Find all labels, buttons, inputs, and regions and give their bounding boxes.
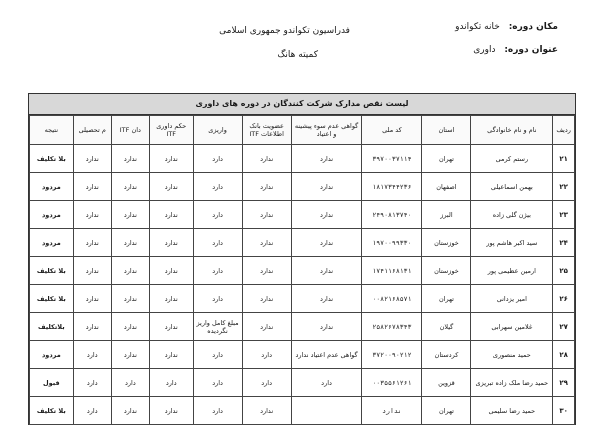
cell-payment: دارد [193, 201, 242, 229]
table-row [30, 313, 575, 341]
table-caption: لیست نقص مدارک شرکت کنندگان در دوره های داوری [29, 94, 575, 115]
cell-name: حمید رضا ملک زاده تبریزی [471, 369, 553, 397]
cell-national-code: ۱۷۴۱۱۶۸۱۳۱ [362, 257, 422, 285]
col-header-referee-license: حکم داوری ITF [149, 116, 193, 145]
table-header-row [30, 116, 575, 145]
cell-payment: دارد [193, 257, 242, 285]
federation-name: فدراسیون تکواندو جمهوری اسلامی [219, 26, 350, 36]
cell-name: بیژن گلی زاده [471, 201, 553, 229]
cell-certificate: ندارد [291, 229, 362, 257]
col-header-national-code: کد ملی [362, 116, 422, 145]
cell-itf-bank: ندارد [242, 397, 291, 425]
col-header-row-number: ردیف [553, 116, 575, 145]
cell-itf-dan: ندارد [111, 285, 149, 313]
cell-row-number: ۲۸ [553, 341, 575, 369]
cell-province: گیلان [422, 313, 471, 341]
cell-province: کردستان [422, 341, 471, 369]
table-row [30, 201, 575, 229]
cell-itf-bank: دارد [242, 341, 291, 369]
cell-referee-license: ندارد [149, 257, 193, 285]
cell-national-code: ۲۴۹۰۸۱۳۷۴۰ [362, 201, 422, 229]
cell-certificate: ندارد [291, 257, 362, 285]
cell-name: غلامین سهرابی [471, 313, 553, 341]
col-header-itf-bank: عضویت بانک اطلاعات ITF [242, 116, 291, 145]
cell-province: تهران [422, 285, 471, 313]
cell-referee-license: ندارد [149, 397, 193, 425]
cell-itf-dan: ندارد [111, 173, 149, 201]
cell-national-code: ندارد [362, 397, 422, 425]
table-row [30, 397, 575, 425]
cell-result: مردود [30, 229, 74, 257]
cell-referee-license: ندارد [149, 201, 193, 229]
col-header-payment: واریزی [193, 116, 242, 145]
cell-name: حمید رضا سلیمی [471, 397, 553, 425]
cell-education: ندارد [73, 257, 111, 285]
cell-result: بلا تکلیف [30, 145, 74, 173]
cell-education: ندارد [73, 201, 111, 229]
cell-itf-bank: دارد [242, 369, 291, 397]
table-row [30, 369, 575, 397]
cell-itf-dan: ندارد [111, 313, 149, 341]
cell-itf-bank: ندارد [242, 257, 291, 285]
cell-province: البرز [422, 201, 471, 229]
cell-payment: دارد [193, 341, 242, 369]
cell-name: بهمن اسماعیلی [471, 173, 553, 201]
cell-province: تهران [422, 397, 471, 425]
cell-certificate: ندارد [291, 201, 362, 229]
cell-row-number: ۲۴ [553, 229, 575, 257]
cell-itf-dan: ندارد [111, 397, 149, 425]
cell-referee-license: ندارد [149, 229, 193, 257]
cell-itf-bank: ندارد [242, 313, 291, 341]
cell-result: بلا تکلیف [30, 257, 74, 285]
col-header-education: م تحصیلی [73, 116, 111, 145]
cell-result: مردود [30, 173, 74, 201]
cell-row-number: ۳۰ [553, 397, 575, 425]
table-row [30, 285, 575, 313]
cell-province: قزوین [422, 369, 471, 397]
course-title-value: داوری [473, 45, 496, 55]
cell-national-code: ۱۸۱۷۳۴۴۲۳۶ [362, 173, 422, 201]
cell-certificate: دارد [291, 369, 362, 397]
course-place [455, 22, 558, 32]
cell-result: بلا تکلیف [30, 285, 74, 313]
cell-national-code: ۱۹۷۰۰۹۹۳۳۰ [362, 229, 422, 257]
cell-payment: دارد [193, 173, 242, 201]
cell-name: سید اکبر هاشم پور [471, 229, 553, 257]
cell-itf-bank: ندارد [242, 145, 291, 173]
cell-itf-dan: ندارد [111, 257, 149, 285]
cell-row-number: ۲۷ [553, 313, 575, 341]
cell-education: دارد [73, 369, 111, 397]
cell-row-number: ۲۱ [553, 145, 575, 173]
cell-result: بلاتکلیف [30, 313, 74, 341]
cell-name: ارمین عظیمی پور [471, 257, 553, 285]
cell-itf-bank: ندارد [242, 201, 291, 229]
cell-row-number: ۲۳ [553, 201, 575, 229]
cell-row-number: ۲۹ [553, 369, 575, 397]
col-header-result: نتیجه [30, 116, 74, 145]
cell-national-code: ۰۰۳۵۵۶۱۲۶۱ [362, 369, 422, 397]
cell-province: خوزستان [422, 257, 471, 285]
cell-education: دارد [73, 341, 111, 369]
course-title [473, 45, 558, 55]
table-row [30, 229, 575, 257]
deficiency-table-frame [28, 93, 576, 425]
cell-itf-dan: ندارد [111, 341, 149, 369]
cell-result: بلا تکلیف [30, 397, 74, 425]
cell-payment: دارد [193, 285, 242, 313]
cell-result: مردود [30, 341, 74, 369]
course-place-label: مکان دوره: [508, 22, 558, 32]
cell-certificate: ندارد [291, 313, 362, 341]
cell-itf-dan: ندارد [111, 201, 149, 229]
table-row [30, 257, 575, 285]
cell-itf-dan: دارد [111, 369, 149, 397]
table-row [30, 173, 575, 201]
cell-payment: مبلغ کامل واریز نگردیده [193, 313, 242, 341]
cell-itf-bank: ندارد [242, 229, 291, 257]
course-title-label: عنوان دوره: [504, 45, 558, 55]
cell-referee-license: ندارد [149, 285, 193, 313]
cell-referee-license: دارد [149, 369, 193, 397]
cell-name: حمید منصوری [471, 341, 553, 369]
cell-row-number: ۲۶ [553, 285, 575, 313]
cell-payment: دارد [193, 145, 242, 173]
cell-payment: دارد [193, 369, 242, 397]
cell-education: ندارد [73, 173, 111, 201]
cell-province: اصفهان [422, 173, 471, 201]
cell-result: مردود [30, 201, 74, 229]
cell-education: ندارد [73, 285, 111, 313]
deficiency-table [29, 115, 575, 425]
cell-referee-license: ندارد [149, 313, 193, 341]
cell-result: قبول [30, 369, 74, 397]
cell-referee-license: ندارد [149, 173, 193, 201]
cell-certificate: ندارد [291, 145, 362, 173]
cell-certificate: ندارد [291, 173, 362, 201]
cell-national-code: ۳۹۷۰۰۳۷۱۱۴ [362, 145, 422, 173]
cell-education: ندارد [73, 145, 111, 173]
cell-itf-bank: ندارد [242, 285, 291, 313]
cell-province: تهران [422, 145, 471, 173]
col-header-certificate: گواهی عدم سوء پیشینه و اعتیاد [291, 116, 362, 145]
cell-row-number: ۲۲ [553, 173, 575, 201]
cell-certificate: گواهی عدم اعتیاد ندارد [291, 341, 362, 369]
cell-payment: دارد [193, 397, 242, 425]
cell-education: ندارد [73, 229, 111, 257]
cell-itf-dan: ندارد [111, 229, 149, 257]
cell-referee-license: ندارد [149, 145, 193, 173]
cell-certificate: ندارد [291, 285, 362, 313]
col-header-name: نام و نام خانوادگی [471, 116, 553, 145]
cell-national-code: ۰۰۸۲۱۶۸۵۷۱ [362, 285, 422, 313]
cell-row-number: ۲۵ [553, 257, 575, 285]
col-header-itf-dan: دان ITF [111, 116, 149, 145]
cell-province: خوزستان [422, 229, 471, 257]
cell-name: امیر یزدانی [471, 285, 553, 313]
cell-referee-license: ندارد [149, 341, 193, 369]
table-row [30, 145, 575, 173]
cell-national-code: ۲۵۸۲۶۷۸۳۴۳ [362, 313, 422, 341]
cell-payment: دارد [193, 229, 242, 257]
committee-name: کمیته هانگ [277, 50, 318, 60]
cell-national-code: ۳۷۲۰۰۹۰۲۱۲ [362, 341, 422, 369]
cell-itf-dan: ندارد [111, 145, 149, 173]
table-body [30, 145, 575, 425]
cell-itf-bank: ندارد [242, 173, 291, 201]
cell-education: ندارد [73, 313, 111, 341]
cell-certificate [291, 397, 362, 425]
cell-education: دارد [73, 397, 111, 425]
cell-name: رستم کرمی [471, 145, 553, 173]
course-place-value: خانه تکواندو [455, 22, 500, 32]
table-row [30, 341, 575, 369]
col-header-province: استان [422, 116, 471, 145]
